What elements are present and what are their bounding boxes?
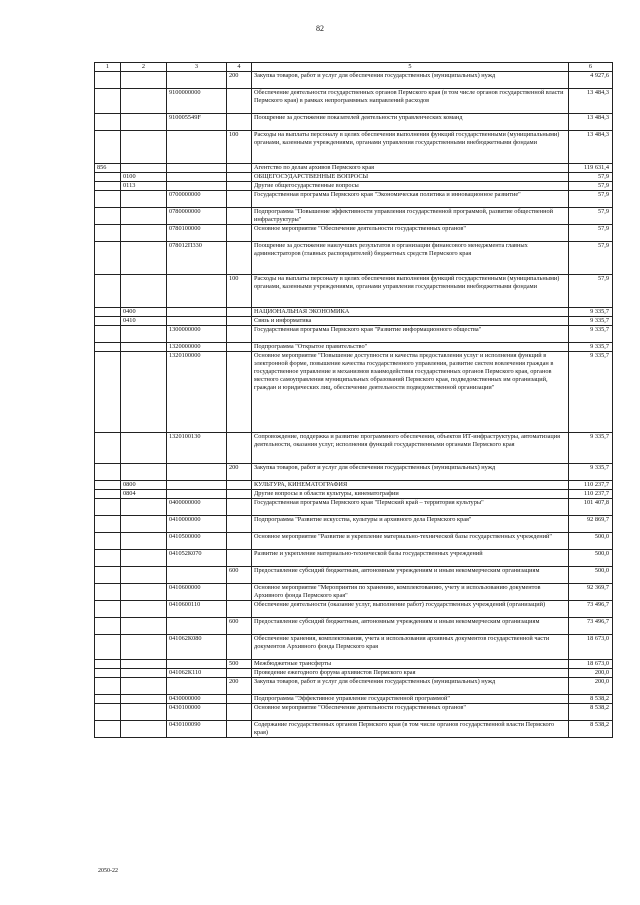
cell-c4: [227, 343, 252, 352]
cell-c2: 0100: [121, 173, 167, 182]
cell-c2: 0113: [121, 182, 167, 191]
table-row: [95, 669, 613, 678]
cell-c3: [167, 464, 227, 481]
table-row: [95, 704, 613, 721]
cell-c6: 110 237,7: [569, 481, 613, 490]
cell-c4: 200: [227, 464, 252, 481]
table-row: [95, 343, 613, 352]
cell-c6: 8 538,2: [569, 704, 613, 721]
cell-c1: [95, 208, 121, 225]
cell-c1: [95, 317, 121, 326]
cell-c5: Основное мероприятие "Мероприятия по хранению, комплектованию, учету и использованию документов Архивного фонда Пермского края": [252, 584, 569, 601]
cell-c3: 1320100000: [167, 352, 227, 433]
cell-c1: [95, 326, 121, 343]
cell-c2: [121, 567, 167, 584]
cell-c2: [121, 275, 167, 308]
cell-c5: Подпрограмма "Эффективное управление государственной программой": [252, 695, 569, 704]
cell-c6: 8 538,2: [569, 721, 613, 738]
table-row: [95, 721, 613, 738]
cell-c6: 13 484,3: [569, 131, 613, 164]
cell-c4: [227, 635, 252, 660]
cell-c3: 0410500000: [167, 533, 227, 550]
cell-c6: 9 335,7: [569, 433, 613, 464]
cell-c6: 57,9: [569, 173, 613, 182]
cell-c5: Агентство по делам архивов Пермского края: [252, 164, 569, 173]
cell-c5: Основное мероприятие "Обеспечение деятельности государственных органов": [252, 704, 569, 721]
cell-c5: Расходы на выплаты персоналу в целях обеспечения выполнения функций государственными (муниципальными) органами, казенными учреждениями, органами управления государственными внебюджетными фондами: [252, 131, 569, 164]
cell-c5: Обеспечение деятельности государственных органов Пермского края (в том числе органов государственной власти Пермского края) в рамках непрограммных направлений расходов: [252, 89, 569, 114]
table-row: [95, 72, 613, 89]
cell-c1: [95, 567, 121, 584]
cell-c1: [95, 343, 121, 352]
cell-c6: 18 673,0: [569, 635, 613, 660]
cell-c3: 041052К070: [167, 550, 227, 567]
cell-c1: [95, 173, 121, 182]
cell-c3: 078012П330: [167, 242, 227, 275]
cell-c1: 856: [95, 164, 121, 173]
table-row: [95, 131, 613, 164]
cell-c1: [95, 490, 121, 499]
cell-c6: 57,9: [569, 191, 613, 208]
cell-c4: [227, 164, 252, 173]
cell-c2: [121, 550, 167, 567]
cell-c6: 13 484,3: [569, 114, 613, 131]
cell-c1: [95, 182, 121, 191]
cell-c6: 73 496,7: [569, 601, 613, 618]
cell-c2: [121, 242, 167, 275]
cell-c2: 0410: [121, 317, 167, 326]
cell-c6: 119 631,4: [569, 164, 613, 173]
cell-c2: [121, 678, 167, 695]
cell-c6: 9 335,7: [569, 343, 613, 352]
cell-c3: 0430100000: [167, 704, 227, 721]
cell-c3: [167, 317, 227, 326]
cell-c6: 9 335,7: [569, 308, 613, 317]
cell-c5: Закупка товаров, работ и услуг для обеспечения государственных (муниципальных) нужд: [252, 72, 569, 89]
cell-c5: КУЛЬТУРА, КИНЕМАТОГРАФИЯ: [252, 481, 569, 490]
header-cell: 4: [227, 63, 252, 72]
cell-c6: 57,9: [569, 208, 613, 225]
cell-c5: Государственная программа Пермского края "Развитие информационного общества": [252, 326, 569, 343]
cell-c1: [95, 721, 121, 738]
cell-c5: Предоставление субсидий бюджетным, автономным учреждениям и иным некоммерческим организациям: [252, 618, 569, 635]
page-number: 82: [316, 24, 324, 33]
table-row: [95, 173, 613, 182]
cell-c5: Другие вопросы в области культуры, кинематографии: [252, 490, 569, 499]
cell-c4: 600: [227, 618, 252, 635]
cell-c3: 0700000000: [167, 191, 227, 208]
cell-c5: Проведение ежегодного форума архивистов Пермского края: [252, 669, 569, 678]
cell-c6: 9 335,7: [569, 464, 613, 481]
cell-c1: [95, 352, 121, 433]
cell-c6: 57,9: [569, 182, 613, 191]
cell-c6: 200,0: [569, 678, 613, 695]
cell-c4: [227, 225, 252, 242]
cell-c2: [121, 433, 167, 464]
cell-c4: [227, 114, 252, 131]
cell-c2: [121, 208, 167, 225]
cell-c1: [95, 275, 121, 308]
cell-c1: [95, 618, 121, 635]
cell-c5: Содержание государственных органов Пермского края (в том числе органов государственной власти Пермского края): [252, 721, 569, 738]
cell-c5: Обеспечение деятельности (оказание услуг, выполнение работ) государственных учреждений (организаций): [252, 601, 569, 618]
cell-c2: 0800: [121, 481, 167, 490]
table-row: [95, 499, 613, 516]
cell-c1: [95, 601, 121, 618]
table-row: [95, 533, 613, 550]
cell-c2: [121, 464, 167, 481]
table-row: [95, 635, 613, 660]
cell-c5: Расходы на выплаты персоналу в целях обеспечения выполнения функций государственными (муниципальными) органами, казенными учреждениями, органами управления государственными внебюджетными фондами: [252, 275, 569, 308]
cell-c2: [121, 516, 167, 533]
header-cell: 2: [121, 63, 167, 72]
cell-c2: [121, 131, 167, 164]
cell-c5: Подпрограмма "Развитие искусства, культуры и архивного дела Пермского края": [252, 516, 569, 533]
cell-c1: [95, 499, 121, 516]
cell-c4: [227, 433, 252, 464]
table-row: [95, 114, 613, 131]
cell-c4: [227, 352, 252, 433]
cell-c2: [121, 584, 167, 601]
cell-c5: Связь и информатика: [252, 317, 569, 326]
table-row: [95, 164, 613, 173]
cell-c1: [95, 678, 121, 695]
cell-c4: 500: [227, 660, 252, 669]
cell-c1: [95, 114, 121, 131]
table-row: [95, 317, 613, 326]
cell-c4: 100: [227, 275, 252, 308]
cell-c3: 910005549F: [167, 114, 227, 131]
cell-c3: [167, 660, 227, 669]
table-row: [95, 225, 613, 242]
table-row: [95, 242, 613, 275]
cell-c2: [121, 89, 167, 114]
cell-c2: [121, 669, 167, 678]
cell-c3: [167, 164, 227, 173]
table-row: [95, 567, 613, 584]
cell-c5: Другие общегосударственные вопросы: [252, 182, 569, 191]
cell-c5: Закупка товаров, работ и услуг для обеспечения государственных (муниципальных) нужд: [252, 464, 569, 481]
cell-c1: [95, 660, 121, 669]
cell-c5: Государственная программа Пермского края "Пермский край – территория культуры": [252, 499, 569, 516]
cell-c1: [95, 533, 121, 550]
header-cell: 6: [569, 63, 613, 72]
cell-c3: [167, 182, 227, 191]
cell-c4: [227, 173, 252, 182]
cell-c1: [95, 72, 121, 89]
cell-c3: [167, 618, 227, 635]
cell-c6: 57,9: [569, 275, 613, 308]
cell-c4: 200: [227, 678, 252, 695]
cell-c2: [121, 191, 167, 208]
table-row: [95, 490, 613, 499]
cell-c5: Основное мероприятие "Развитие и укрепление материально-технической базы государственных учреждений": [252, 533, 569, 550]
cell-c1: [95, 695, 121, 704]
table-row: [95, 191, 613, 208]
table-row: [95, 618, 613, 635]
cell-c1: [95, 516, 121, 533]
table-row: [95, 308, 613, 317]
cell-c3: 0410600000: [167, 584, 227, 601]
cell-c4: [227, 191, 252, 208]
cell-c3: [167, 678, 227, 695]
cell-c6: 9 335,7: [569, 317, 613, 326]
cell-c3: 041062К080: [167, 635, 227, 660]
cell-c6: 9 335,7: [569, 352, 613, 433]
cell-c4: [227, 182, 252, 191]
table-row: [95, 584, 613, 601]
cell-c4: [227, 721, 252, 738]
cell-c2: [121, 635, 167, 660]
cell-c6: 57,9: [569, 242, 613, 275]
table-row: [95, 516, 613, 533]
cell-c2: [121, 343, 167, 352]
cell-c1: [95, 191, 121, 208]
cell-c6: 18 673,0: [569, 660, 613, 669]
cell-c4: [227, 695, 252, 704]
cell-c1: [95, 669, 121, 678]
cell-c3: 1320100130: [167, 433, 227, 464]
cell-c3: [167, 481, 227, 490]
cell-c2: [121, 618, 167, 635]
cell-c4: [227, 89, 252, 114]
cell-c4: [227, 242, 252, 275]
cell-c3: [167, 308, 227, 317]
cell-c6: 500,0: [569, 533, 613, 550]
header-cell: 1: [95, 63, 121, 72]
cell-c1: [95, 635, 121, 660]
cell-c5: Предоставление субсидий бюджетным, автономным учреждениям и иным некоммерческим организациям: [252, 567, 569, 584]
table-row: [95, 660, 613, 669]
cell-c5: НАЦИОНАЛЬНАЯ ЭКОНОМИКА: [252, 308, 569, 317]
cell-c5: Подпрограмма "Открытое правительство": [252, 343, 569, 352]
cell-c3: [167, 275, 227, 308]
table-row: [95, 433, 613, 464]
footer-code: 2050-22: [98, 868, 118, 874]
table-row: [95, 352, 613, 433]
cell-c1: [95, 704, 121, 721]
cell-c6: 92 869,7: [569, 516, 613, 533]
cell-c1: [95, 481, 121, 490]
cell-c3: 0430100090: [167, 721, 227, 738]
cell-c6: 92 369,7: [569, 584, 613, 601]
cell-c1: [95, 131, 121, 164]
cell-c1: [95, 433, 121, 464]
table-row: [95, 89, 613, 114]
cell-c3: 041062К110: [167, 669, 227, 678]
cell-c5: Обеспечение хранения, комплектования, учета и использования архивных документов государственной части документов Архивного фонда Пермского края: [252, 635, 569, 660]
cell-c4: [227, 550, 252, 567]
cell-c2: [121, 660, 167, 669]
cell-c1: [95, 225, 121, 242]
cell-c4: [227, 317, 252, 326]
cell-c1: [95, 464, 121, 481]
cell-c2: [121, 704, 167, 721]
table-row: [95, 275, 613, 308]
cell-c6: 101 407,8: [569, 499, 613, 516]
cell-c2: [121, 533, 167, 550]
cell-c6: 4 927,6: [569, 72, 613, 89]
cell-c2: [121, 114, 167, 131]
cell-c5: Основное мероприятие "Обеспечение деятельности государственных органов": [252, 225, 569, 242]
cell-c6: 500,0: [569, 550, 613, 567]
cell-c6: 500,0: [569, 567, 613, 584]
cell-c1: [95, 308, 121, 317]
cell-c3: [167, 131, 227, 164]
cell-c4: 600: [227, 567, 252, 584]
cell-c6: 73 496,7: [569, 618, 613, 635]
cell-c3: 0780100000: [167, 225, 227, 242]
cell-c5: Сопровождение, поддержка и развитие программного обеспечения, объектов ИТ-инфраструктуры, автоматизация деятельности, оказания услуг, исполнения функций государственными органами Пермского края: [252, 433, 569, 464]
table-header-row: [95, 63, 613, 72]
table-row: [95, 678, 613, 695]
cell-c2: [121, 721, 167, 738]
cell-c3: [167, 173, 227, 182]
cell-c5: Основное мероприятие "Повышение доступности и качества предоставления услуг и исполнения функций в электронной форме, повышение качества государственного управления, развитие систем вовлечения граждан в государственное управление и механизмов взаимодействия государственных органов Пермского края, органов местного самоуправления муниципальных образований Пермского края, подведомственных им организаций, граждан и юридических лиц, обеспечение деятельности подведомственной организации": [252, 352, 569, 433]
cell-c5: Подпрограмма "Повышение эффективности управления государственной программой, развитие общественной инфраструктуры": [252, 208, 569, 225]
cell-c4: [227, 308, 252, 317]
cell-c6: 8 538,2: [569, 695, 613, 704]
cell-c2: [121, 499, 167, 516]
cell-c1: [95, 89, 121, 114]
table-row: [95, 481, 613, 490]
cell-c4: [227, 516, 252, 533]
cell-c3: 9100000000: [167, 89, 227, 114]
cell-c6: 57,9: [569, 225, 613, 242]
cell-c3: 0410600110: [167, 601, 227, 618]
cell-c4: [227, 490, 252, 499]
cell-c3: 1300000000: [167, 326, 227, 343]
table-row: [95, 550, 613, 567]
cell-c3: 0400000000: [167, 499, 227, 516]
cell-c5: ОБЩЕГОСУДАРСТВЕННЫЕ ВОПРОСЫ: [252, 173, 569, 182]
cell-c3: 1320000000: [167, 343, 227, 352]
cell-c3: 0410000000: [167, 516, 227, 533]
cell-c4: 100: [227, 131, 252, 164]
header-cell: 3: [167, 63, 227, 72]
table-row: [95, 326, 613, 343]
cell-c1: [95, 550, 121, 567]
cell-c4: [227, 533, 252, 550]
cell-c3: 0430000000: [167, 695, 227, 704]
cell-c2: [121, 72, 167, 89]
cell-c2: [121, 326, 167, 343]
cell-c4: [227, 499, 252, 516]
cell-c2: [121, 352, 167, 433]
cell-c2: 0804: [121, 490, 167, 499]
cell-c6: 9 335,7: [569, 326, 613, 343]
cell-c6: 200,0: [569, 669, 613, 678]
table-row: [95, 464, 613, 481]
cell-c3: [167, 490, 227, 499]
header-cell: 5: [252, 63, 569, 72]
budget-table: [94, 62, 613, 738]
cell-c1: [95, 584, 121, 601]
cell-c6: 13 484,3: [569, 89, 613, 114]
table-row: [95, 182, 613, 191]
cell-c2: [121, 225, 167, 242]
cell-c5: Поощрение за достижение показателей деятельности управленческих команд: [252, 114, 569, 131]
cell-c2: [121, 695, 167, 704]
cell-c3: 0780000000: [167, 208, 227, 225]
cell-c4: [227, 326, 252, 343]
cell-c4: [227, 669, 252, 678]
cell-c6: 110 237,7: [569, 490, 613, 499]
cell-c4: [227, 208, 252, 225]
cell-c4: [227, 601, 252, 618]
cell-c5: Государственная программа Пермского края "Экономическая политика и инновационное развитие": [252, 191, 569, 208]
cell-c5: Межбюджетные трансферты: [252, 660, 569, 669]
cell-c1: [95, 242, 121, 275]
cell-c4: [227, 584, 252, 601]
cell-c4: 200: [227, 72, 252, 89]
cell-c5: Закупка товаров, работ и услуг для обеспечения государственных (муниципальных) нужд: [252, 678, 569, 695]
cell-c5: Поощрение за достижение наилучших результатов в организации финансового менеджмента главных администраторов (главных распорядителей) бюджетных средств Пермского края: [252, 242, 569, 275]
cell-c2: 0400: [121, 308, 167, 317]
cell-c4: [227, 481, 252, 490]
table-row: [95, 601, 613, 618]
table-row: [95, 208, 613, 225]
cell-c3: [167, 567, 227, 584]
cell-c5: Развитие и укрепление материально-технической базы государственных учреждений: [252, 550, 569, 567]
cell-c2: [121, 164, 167, 173]
cell-c2: [121, 601, 167, 618]
table-row: [95, 695, 613, 704]
cell-c4: [227, 704, 252, 721]
cell-c3: [167, 72, 227, 89]
